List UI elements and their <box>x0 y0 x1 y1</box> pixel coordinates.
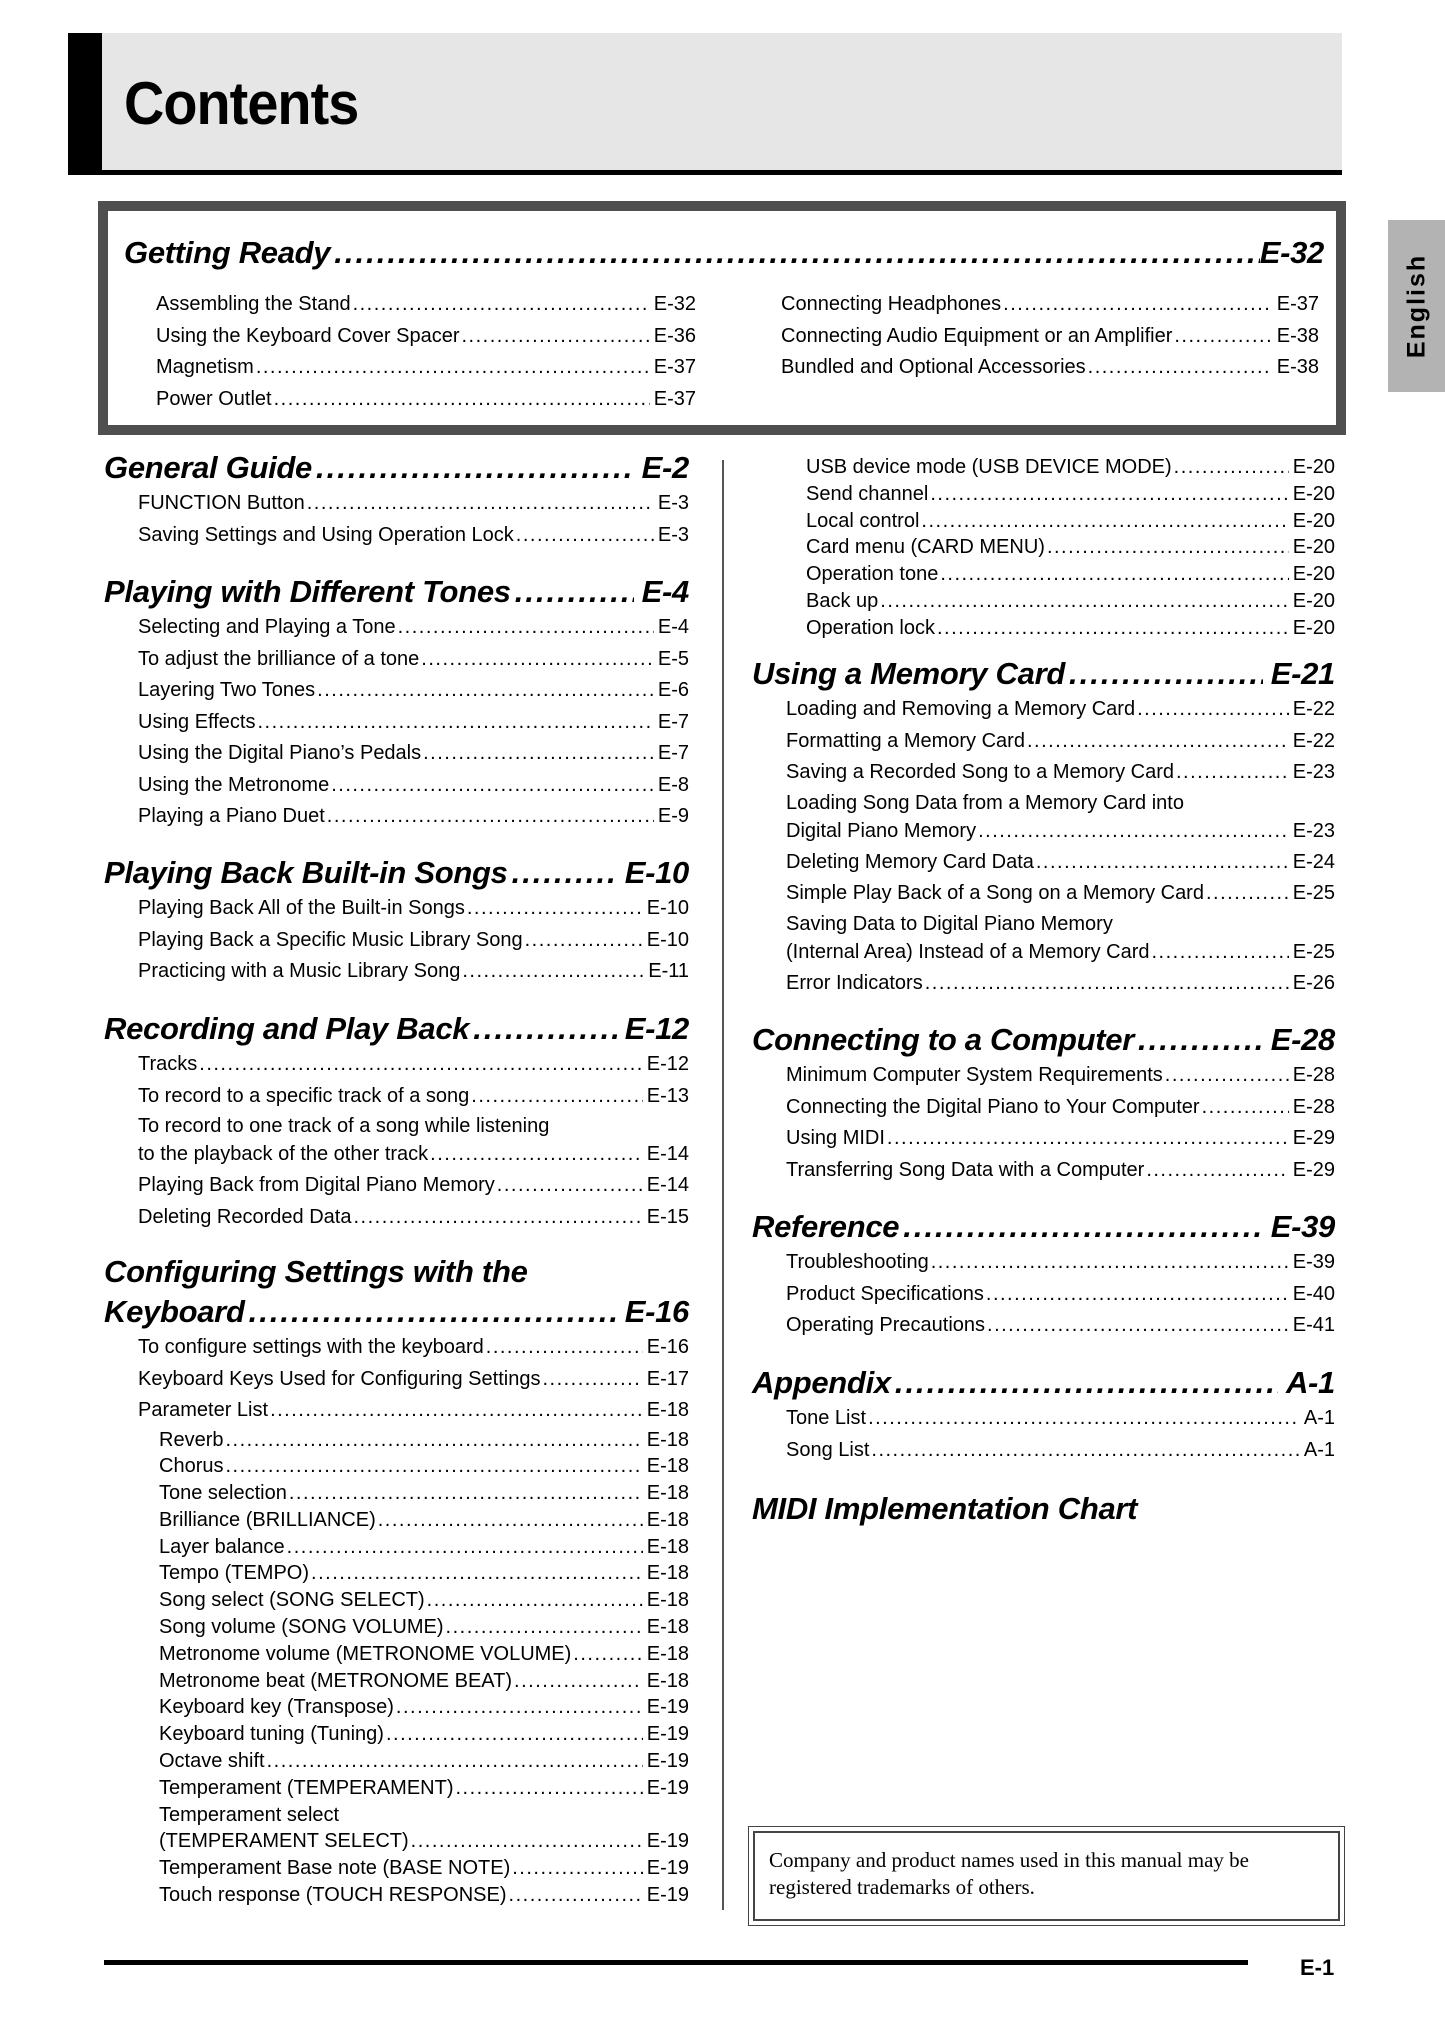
toc-item[interactable]: Deleting Memory Card Data ..... E-24 <box>752 847 1335 879</box>
toc-item[interactable]: Parameter List ..... E-18 <box>104 1395 689 1427</box>
toc-section-recording[interactable]: Recording and Play Back ..... E-12 <box>104 1011 689 1047</box>
toc-subitem[interactable]: Operation tone ..... E-20 <box>752 561 1335 588</box>
toc-item[interactable]: Tone List ..... A-1 <box>752 1403 1335 1435</box>
toc-section-configuring-line1[interactable]: Configuring Settings with the <box>104 1254 528 1289</box>
toc-subitem[interactable]: (TEMPERAMENT SELECT) ..... E-19 <box>104 1828 689 1855</box>
toc-item-line1: To record to one track of a song while listening <box>138 1115 550 1137</box>
toc-subitem[interactable]: Chorus ..... E-18 <box>104 1453 689 1480</box>
toc-item[interactable]: Connecting Audio Equipment or an Amplifier ..... E-38 <box>781 321 1319 353</box>
toc-section-memory-card[interactable]: Using a Memory Card ..... E-21 <box>752 656 1335 692</box>
footer-rule <box>104 1960 1248 1965</box>
toc-item[interactable]: Using the Digital Piano’s Pedals ..... E-7 <box>104 738 689 770</box>
toc-subitem[interactable]: Card menu (CARD MENU) ..... E-20 <box>752 534 1335 561</box>
toc-section-computer[interactable]: Connecting to a Computer ..... E-28 <box>752 1022 1335 1058</box>
toc-subitem[interactable]: Send channel ..... E-20 <box>752 481 1335 508</box>
toc-subitem-line1: Temperament select <box>159 1803 340 1826</box>
toc-subitem[interactable]: Tempo (TEMPO) ..... E-18 <box>104 1560 689 1587</box>
toc-subitem[interactable]: Song select (SONG SELECT) ..... E-18 <box>104 1587 689 1614</box>
toc-item[interactable]: Playing Back from Digital Piano Memory ..... E-14 <box>104 1170 689 1202</box>
toc-section-tones[interactable]: Playing with Different Tones ..... E-4 <box>104 574 689 610</box>
toc-item[interactable]: Song List ..... A-1 <box>752 1435 1335 1467</box>
toc-item[interactable]: Formatting a Memory Card ..... E-22 <box>752 726 1335 758</box>
toc-item[interactable]: Minimum Computer System Requirements ..... E-28 <box>752 1060 1335 1092</box>
toc-section-builtin-songs[interactable]: Playing Back Built-in Songs ..... E-10 <box>104 855 689 891</box>
toc-subitem[interactable]: Metronome beat (METRONOME BEAT) ..... E-18 <box>104 1668 689 1695</box>
toc-subitem[interactable]: Operation lock ..... E-20 <box>752 615 1335 642</box>
toc-item[interactable]: To adjust the brilliance of a tone ..... E-5 <box>104 644 689 676</box>
page-number: E-1 <box>1300 1955 1335 1980</box>
toc-item[interactable]: Operating Precautions ..... E-41 <box>752 1310 1335 1342</box>
toc-item[interactable]: Magnetism ..... E-37 <box>156 352 696 384</box>
toc-item[interactable]: To configure settings with the keyboard ..... E-16 <box>104 1332 689 1364</box>
toc-section-getting-ready[interactable]: Getting Ready ..... E-32 <box>124 235 1324 271</box>
toc-subitem[interactable]: Song volume (SONG VOLUME) ..... E-18 <box>104 1614 689 1641</box>
title-underline <box>68 170 1342 175</box>
toc-section-reference[interactable]: Reference ..... E-39 <box>752 1209 1335 1245</box>
toc-subitem[interactable]: Octave shift ..... E-19 <box>104 1748 689 1775</box>
toc-item[interactable]: To record to a specific track of a song ..... E-13 <box>104 1081 689 1113</box>
toc-item[interactable]: Using MIDI ..... E-29 <box>752 1123 1335 1155</box>
toc-item[interactable]: Playing Back a Specific Music Library Song ..... E-10 <box>104 925 689 957</box>
toc-subitem[interactable]: Layer balance ..... E-18 <box>104 1534 689 1561</box>
toc-item[interactable]: Transferring Song Data with a Computer ..... E-29 <box>752 1155 1335 1187</box>
toc-item[interactable]: Using the Metronome ..... E-8 <box>104 770 689 802</box>
toc-item[interactable]: (Internal Area) Instead of a Memory Card ..... E-25 <box>752 937 1335 968</box>
toc-item[interactable]: Selecting and Playing a Tone ..... E-4 <box>104 612 689 644</box>
toc-item[interactable]: Practicing with a Music Library Song ..... E-11 <box>104 956 689 988</box>
toc-item[interactable]: FUNCTION Button ..... E-3 <box>104 488 689 520</box>
toc-subitem[interactable]: Brilliance (BRILLIANCE) ..... E-18 <box>104 1507 689 1534</box>
toc-item[interactable]: to the playback of the other track ..... E-14 <box>104 1139 689 1170</box>
toc-item[interactable]: Digital Piano Memory ..... E-23 <box>752 816 1335 847</box>
toc-item[interactable]: Bundled and Optional Accessories ..... E-38 <box>781 352 1319 384</box>
language-tab <box>1388 220 1445 392</box>
toc-item[interactable]: Saving Settings and Using Operation Lock ..... E-3 <box>104 520 689 552</box>
toc-item[interactable]: Layering Two Tones ..... E-6 <box>104 675 689 707</box>
toc-item[interactable]: Using the Keyboard Cover Spacer ..... E-36 <box>156 321 696 353</box>
toc-subitem[interactable]: Keyboard tuning (Tuning) ..... E-19 <box>104 1721 689 1748</box>
toc-item[interactable]: Error Indicators ..... E-26 <box>752 968 1335 1000</box>
toc-item[interactable]: Tracks ..... E-12 <box>104 1049 689 1081</box>
toc-item[interactable]: Using Effects ..... E-7 <box>104 707 689 739</box>
trademark-note-box <box>748 1826 1345 1926</box>
page-title: Contents <box>124 70 359 137</box>
toc-item[interactable]: Saving a Recorded Song to a Memory Card ..... E-23 <box>752 757 1335 789</box>
toc-subitem[interactable]: Local control ..... E-20 <box>752 508 1335 535</box>
toc-subitem[interactable]: Temperament (TEMPERAMENT) ..... E-19 <box>104 1775 689 1802</box>
toc-subitem[interactable]: Reverb ..... E-18 <box>104 1427 689 1454</box>
trademark-note: Company and product names used in this manual may be registered trademarks of others. <box>769 1848 1249 1899</box>
column-divider <box>722 460 724 1910</box>
toc-section-configuring[interactable]: Keyboard ..... E-16 <box>104 1294 689 1330</box>
leader-dots <box>334 235 1259 271</box>
getting-ready-box <box>98 201 1346 435</box>
toc-section-appendix[interactable]: Appendix ..... A-1 <box>752 1365 1335 1401</box>
language-tab-label: English <box>1402 253 1430 359</box>
title-banner <box>68 33 1342 170</box>
toc-item[interactable]: Assembling the Stand ..... E-32 <box>156 289 696 321</box>
toc-item[interactable]: Playing a Piano Duet ..... E-9 <box>104 801 689 833</box>
toc-section-midi-chart[interactable]: MIDI Implementation Chart <box>752 1491 1138 1526</box>
toc-item-line1: Saving Data to Digital Piano Memory <box>786 912 1113 935</box>
toc-item[interactable]: Deleting Recorded Data ..... E-15 <box>104 1202 689 1234</box>
toc-item[interactable]: Power Outlet ..... E-37 <box>156 384 696 416</box>
toc-subitem[interactable]: Metronome volume (METRONOME VOLUME) ..... E-18 <box>104 1641 689 1668</box>
toc-item[interactable]: Loading and Removing a Memory Card ..... E-22 <box>752 694 1335 726</box>
toc-item[interactable]: Keyboard Keys Used for Configuring Settings ..... E-17 <box>104 1364 689 1396</box>
toc-item[interactable]: Playing Back All of the Built-in Songs ..... E-10 <box>104 893 689 925</box>
toc-subitem[interactable]: Keyboard key (Transpose) ..... E-19 <box>104 1694 689 1721</box>
toc-item[interactable]: Connecting Headphones ..... E-37 <box>781 289 1319 321</box>
toc-item[interactable]: Troubleshooting ..... E-39 <box>752 1247 1335 1279</box>
toc-item[interactable]: Product Specifications ..... E-40 <box>752 1279 1335 1311</box>
title-accent-block <box>68 33 102 175</box>
toc-item-line1: Loading Song Data from a Memory Card into <box>786 791 1184 814</box>
toc-item[interactable]: Connecting the Digital Piano to Your Computer ..... E-28 <box>752 1092 1335 1124</box>
toc-subitem[interactable]: USB device mode (USB DEVICE MODE) ..... E-20 <box>752 454 1335 481</box>
toc-subitem[interactable]: Touch response (TOUCH RESPONSE) ..... E-19 <box>104 1882 689 1909</box>
toc-item[interactable]: Simple Play Back of a Song on a Memory Card ..... E-25 <box>752 878 1335 910</box>
toc-subitem[interactable]: Temperament Base note (BASE NOTE) ..... E-19 <box>104 1855 689 1882</box>
toc-subitem[interactable]: Tone selection ..... E-18 <box>104 1480 689 1507</box>
toc-subitem[interactable]: Back up ..... E-20 <box>752 588 1335 615</box>
toc-section-general-guide[interactable]: General Guide ..... E-2 <box>104 450 689 486</box>
